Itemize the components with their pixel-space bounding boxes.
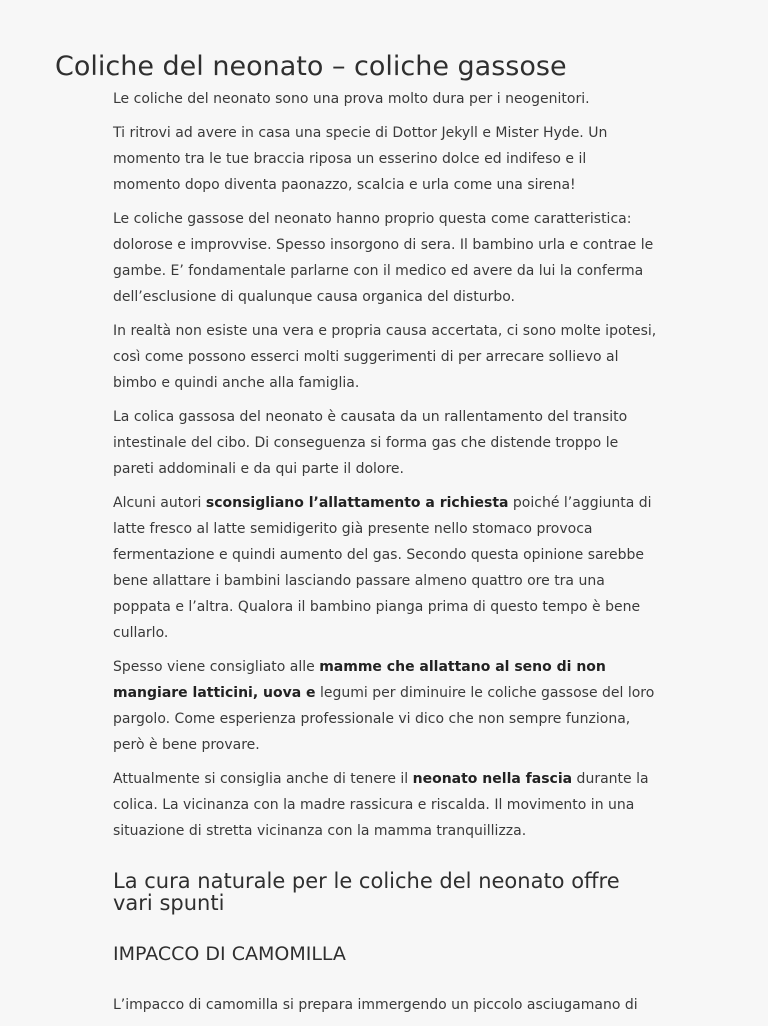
text-run: durante la colica. La vicinanza con la madre rassicura e riscalda. Il movimento in una situazione di stretta vicinanza con la mamma tranquillizza. (113, 771, 649, 839)
section-heading-natural-cure: La cura naturale per le coliche del neonato offre vari spunti (113, 869, 620, 915)
paragraph-characteristics: Le coliche gassose del neonato hanno proprio questa come caratteristica: dolorose e improvvise. Spesso insorgono di sera. Il bambino urla e contrae le gambe. E’ fondamentale parlarne con il medico ed avere da lui la conferma dell’esclusione di qualunque causa organica del disturbo. (113, 211, 654, 305)
paragraph-babywearing (113, 766, 658, 844)
paragraph-diet-advice (113, 654, 658, 758)
paragraph-gas-colic: La colica gassosa del neonato è causata da un rallentamento del transito intestinale del cibo. Di conseguenza si forma gas che distende troppo le pareti addominali e da qui parte il dolore. (113, 409, 628, 477)
paragraph-breastfeeding-on-demand (113, 490, 658, 646)
article-body (113, 86, 658, 1026)
text-run: Attualmente si consiglia anche di tenere il (113, 771, 413, 787)
paragraph-jekyll-hyde: Ti ritrovi ad avere in casa una specie di Dottor Jekyll e Mister Hyde. Un momento tra le tue braccia riposa un esserino dolce ed indifeso e il momento dopo diventa paonazzo, scalcia e urla come una sirena! (113, 125, 608, 193)
bold-text: sconsigliano l’allattamento a richiesta (205, 495, 509, 511)
bold-text: neonato nella fascia (412, 771, 573, 787)
text-run: Alcuni autori (113, 495, 206, 511)
paragraph-intro: Le coliche del neonato sono una prova molto dura per i neogenitori. (113, 91, 590, 107)
page-title: Coliche del neonato – coliche gassose (55, 51, 567, 82)
text-run: legumi per diminuire le coliche gassose del loro pargolo. Come esperienza professionale vi dico che non sempre funziona, però è bene provare. (113, 685, 655, 753)
paragraph-causes: In realtà non esiste una vera e propria causa accertata, ci sono molte ipotesi, così come possono esserci molti suggerimenti di per arrecare sollievo al bimbo e quindi anche alla famiglia. (113, 323, 657, 391)
text-run: Spesso viene consigliato alle (113, 659, 320, 675)
text-run: poiché l’aggiunta di latte fresco al latte semidigerito già presente nello stomaco provoca fermentazione e quindi aumento del gas. Secondo questa opinione sarebbe bene allattare i bambini lasciando passare almeno quattro ore tra una poppata e l’altra. Qualora il bambino pianga prima di questo tempo è bene cullarlo. (113, 495, 652, 641)
bold-text: mamme che allattano al seno di non mangiare latticini, uova e (113, 659, 606, 701)
subsection-heading-chamomile: IMPACCO DI CAMOMILLA (113, 943, 346, 965)
paragraph-chamomile-compress: L’impacco di camomilla si prepara immergendo un piccolo asciugamano di (113, 997, 638, 1013)
